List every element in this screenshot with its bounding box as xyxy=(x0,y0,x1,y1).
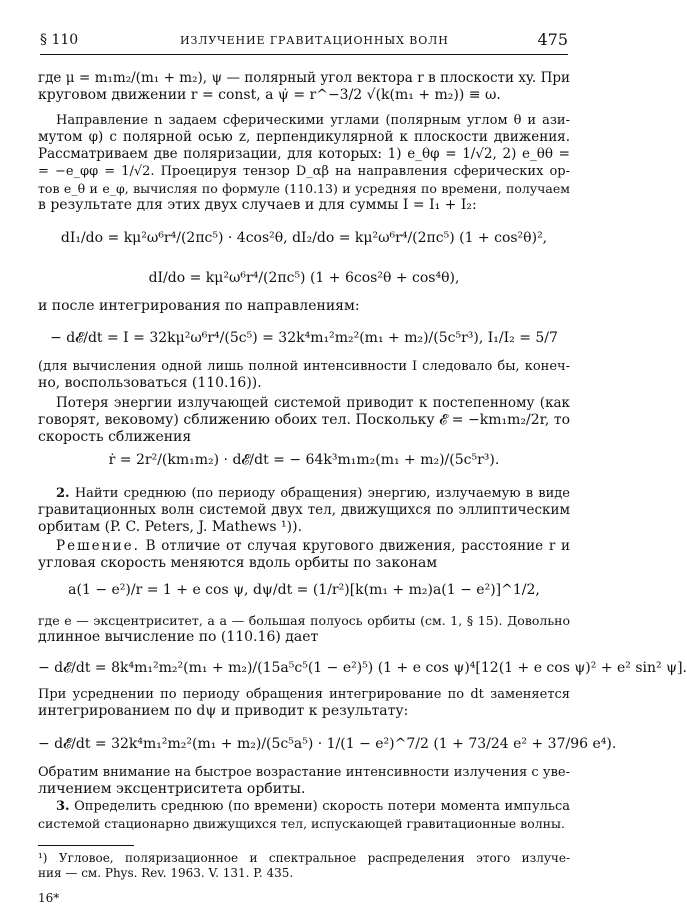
page-header xyxy=(40,30,568,56)
equation-6: − d𝓔/dt = 8k⁴m₁²m₂²(m₁ + m₂)/(15a⁵c⁵(1 − e²)⁵) (1 + e cos ψ)⁴[12(1 + e cos ψ)² + e² sin² ψ]. xyxy=(38,660,687,676)
paragraph-5: Потеря энергии излучающей системой приводит к постепенному (как говорят, вековому) сближению обоих тел. Поскольку 𝓔 = −km₁m₂/2r, то скорость сближения xyxy=(38,395,570,445)
paragraph-4: (для вычисления одной лишь полной интенсивности I следовало бы, конеч- но, воспользоваться (110.16)). xyxy=(38,359,570,391)
equation-7: − d𝓔̄/dt = 32k⁴m₁²m₂²(m₁ + m₂)/(5c⁵a⁵) · 1/(1 − e²)^7/2 (1 + 73/24 e² + 37/96 e⁴). xyxy=(38,736,617,752)
section-number: § 110 xyxy=(40,32,79,48)
paragraph-9: При усреднении по периоду обращения интегрирование по dt заменяется интегрированием по dψ и приводит к результату: xyxy=(38,687,570,719)
equation-2: dI/do = kμ²ω⁶r⁴/(2πc⁵) (1 + 6cos²θ + cos⁴θ), xyxy=(148,270,460,286)
solution-word: Решение. xyxy=(56,538,140,554)
equation-1: dI₁/do = kμ²ω⁶r⁴/(2πc⁵) · 4cos²θ, dI₂/do = kμ²ω⁶r⁴/(2πc⁵) (1 + cos²θ)², xyxy=(60,230,548,246)
paragraph-10: Обратим внимание на быстрое возрастание интенсивности излучения с уве- личением эксцентриситета орбиты. xyxy=(38,765,570,797)
equation-3: − d𝓔/dt = I = 32kμ²ω⁶r⁴/(5c⁵) = 32k⁴m₁²m₂²(m₁ + m₂)/(5c⁵r³), I₁/I₂ = 5/7 xyxy=(50,330,558,346)
footnote: ¹) Угловое, поляризационное и спектральное распределения этого излуче- ния — см. Phys. Rev. 1963. V. 131. P. 435. xyxy=(38,851,570,880)
problem-2-number: 2. xyxy=(56,486,70,501)
paragraph-8: где e — эксцентриситет, а a — большая полуось орбиты (см. 1, § 15). Довольно длинное вычисление по (110.16) дает xyxy=(38,613,570,645)
paragraph-3: и после интегрирования по направлениям: xyxy=(38,298,360,314)
paragraph-2: Направление n задаем сферическими углами (полярным углом θ и ази- мутом φ) с полярной осью z, перпендикулярной к плоскости движения. Рассматриваем две поляризации, для которых: 1) e_θφ = 1/√2, 2) e_θθ = = −e_φφ = 1/√2. Проецируя тензор D_αβ на направления сферических ор- тов e_θ и e_φ, вычисляя по формуле (110.13) и усредняя по времени, получаем в результате для этих двух случаев и для суммы I = I₁ + I₂: xyxy=(38,113,570,213)
problem-3: 3. Определить среднюю (по времени) скорость потери момента импульса системой стационарно движущихся тел, испускающей гравитационные волны. xyxy=(38,799,570,831)
footnote-rule xyxy=(38,845,134,846)
running-title: ИЗЛУЧЕНИЕ ГРАВИТАЦИОННЫХ ВОЛН xyxy=(180,34,449,47)
solution-intro: Решение. В отличие от случая кругового движения, расстояние r и угловая скорость меняются вдоль орбиты по законам xyxy=(38,538,570,571)
problem-2: 2. Найти среднюю (по периоду обращения) энергию, излучаемую в виде гравитационных волн системой двух тел, движущихся по эллиптическим орбитам (P. C. Peters, J. Mathews ¹)). xyxy=(38,486,570,535)
equation-4: ṙ = 2r²/(km₁m₂) · d𝓔/dt = − 64k³m₁m₂(m₁ + m₂)/(5c⁵r³). xyxy=(108,452,500,468)
problem-3-number: 3. xyxy=(56,799,70,814)
equation-5: a(1 − e²)/r = 1 + e cos ψ, dψ/dt = (1/r²)[k(m₁ + m₂)a(1 − e²)]^1/2, xyxy=(68,582,540,598)
signature-mark: 16* xyxy=(38,891,60,905)
paragraph-1: где μ = m₁m₂/(m₁ + m₂), ψ — полярный угол вектора r в плоскости xy. При круговом движении r = const, а ψ̇ = r^−3/2 √(k(m₁ + m₂)) ≡ ω. xyxy=(38,70,570,103)
page-number: 475 xyxy=(537,30,568,49)
header-rule xyxy=(40,54,568,55)
